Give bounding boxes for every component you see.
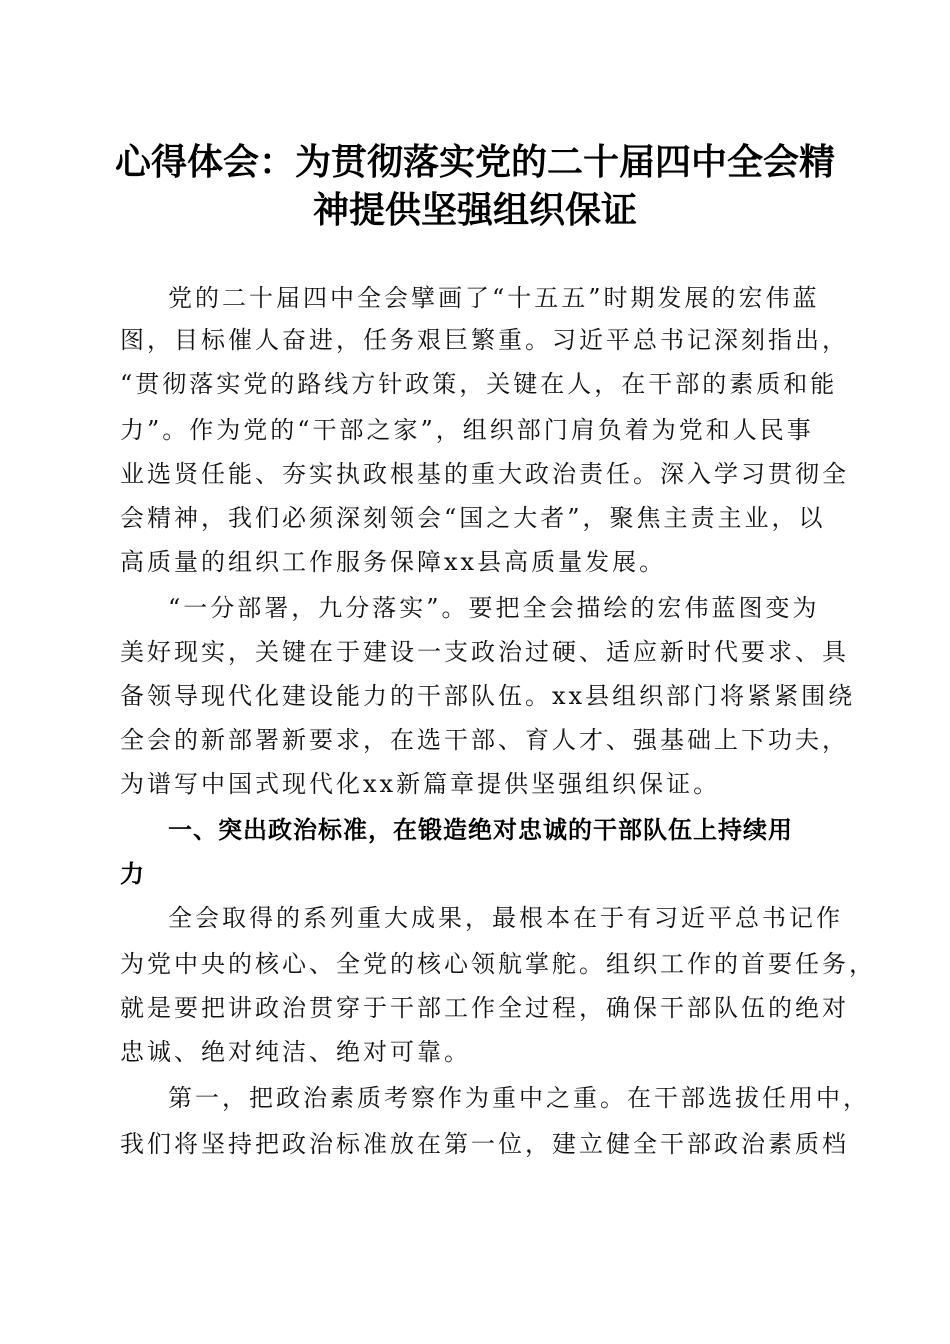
paragraph-1-line-2: 图，目标催人奋进，任务艰巨繁重。习近平总书记深刻指出， xyxy=(120,326,849,354)
paragraph-1-line-5: 业选贤任能、夯实执政根基的重大政治责任。深入学习贯彻全 xyxy=(120,460,849,488)
paragraph-2-line-4: 全会的新部署新要求，在选干部、育人才、强基础上下功夫， xyxy=(120,726,849,754)
paragraph-1-line-1: 党的二十届四中全会擘画了“十五五”时期发展的宏伟蓝 xyxy=(168,284,820,312)
paragraph-1-line-3: “贯彻落实党的路线方针政策，关键在人，在干部的素质和能 xyxy=(120,370,838,398)
paragraph-3-line-3: 就是要把讲政治贯穿于干部工作全过程，确保干部队伍的绝对 xyxy=(120,994,849,1022)
paragraph-3-line-4: 忠诚、绝对纯洁、绝对可靠。 xyxy=(120,1038,471,1066)
paragraph-4-line-1: 第一，把政治素质考察作为重中之重。在干部选拔任用中， xyxy=(168,1084,870,1112)
section-heading-1-line-2: 力 xyxy=(120,860,145,888)
paragraph-2-line-2: 美好现实，关键在于建设一支政治过硬、适应新时代要求、具 xyxy=(120,638,849,666)
paragraph-1-line-7: 高质量的组织工作服务保障xx县高质量发展。 xyxy=(120,548,667,576)
paragraph-3-line-1: 全会取得的系列重大成果，最根本在于有习近平总书记作 xyxy=(168,904,843,932)
section-heading-1-line-1: 一、突出政治标准，在锻造绝对忠诚的干部队伍上持续用 xyxy=(168,816,793,844)
paragraph-1-line-6: 会精神，我们必须深刻领会“国之大者”，聚焦主责主业，以 xyxy=(120,504,826,532)
paragraph-2-line-1: “一分部署，九分落实”。要把全会描绘的宏伟蓝图变为 xyxy=(168,594,820,622)
paragraph-3-line-2: 为党中央的核心、全党的核心领航掌舵。组织工作的首要任务， xyxy=(120,950,876,978)
document-title-line-2: 神提供坚强组织保证 xyxy=(312,189,637,231)
document-title-line-1: 心得体会：为贯彻落实党的二十届四中全会精 xyxy=(114,141,835,183)
paragraph-2-line-5: 为谱写中国式现代化xx新篇章提供坚强组织保证。 xyxy=(120,770,721,798)
paragraph-4-line-2: 我们将坚持把政治标准放在第一位，建立健全干部政治素质档 xyxy=(120,1130,849,1158)
paragraph-1-line-4: 力”。作为党的“干部之家”，组织部门肩负着为党和人民事 xyxy=(120,416,814,444)
paragraph-2-line-3: 备领导现代化建设能力的干部队伍。xx县组织部门将紧紧围绕 xyxy=(120,682,856,710)
